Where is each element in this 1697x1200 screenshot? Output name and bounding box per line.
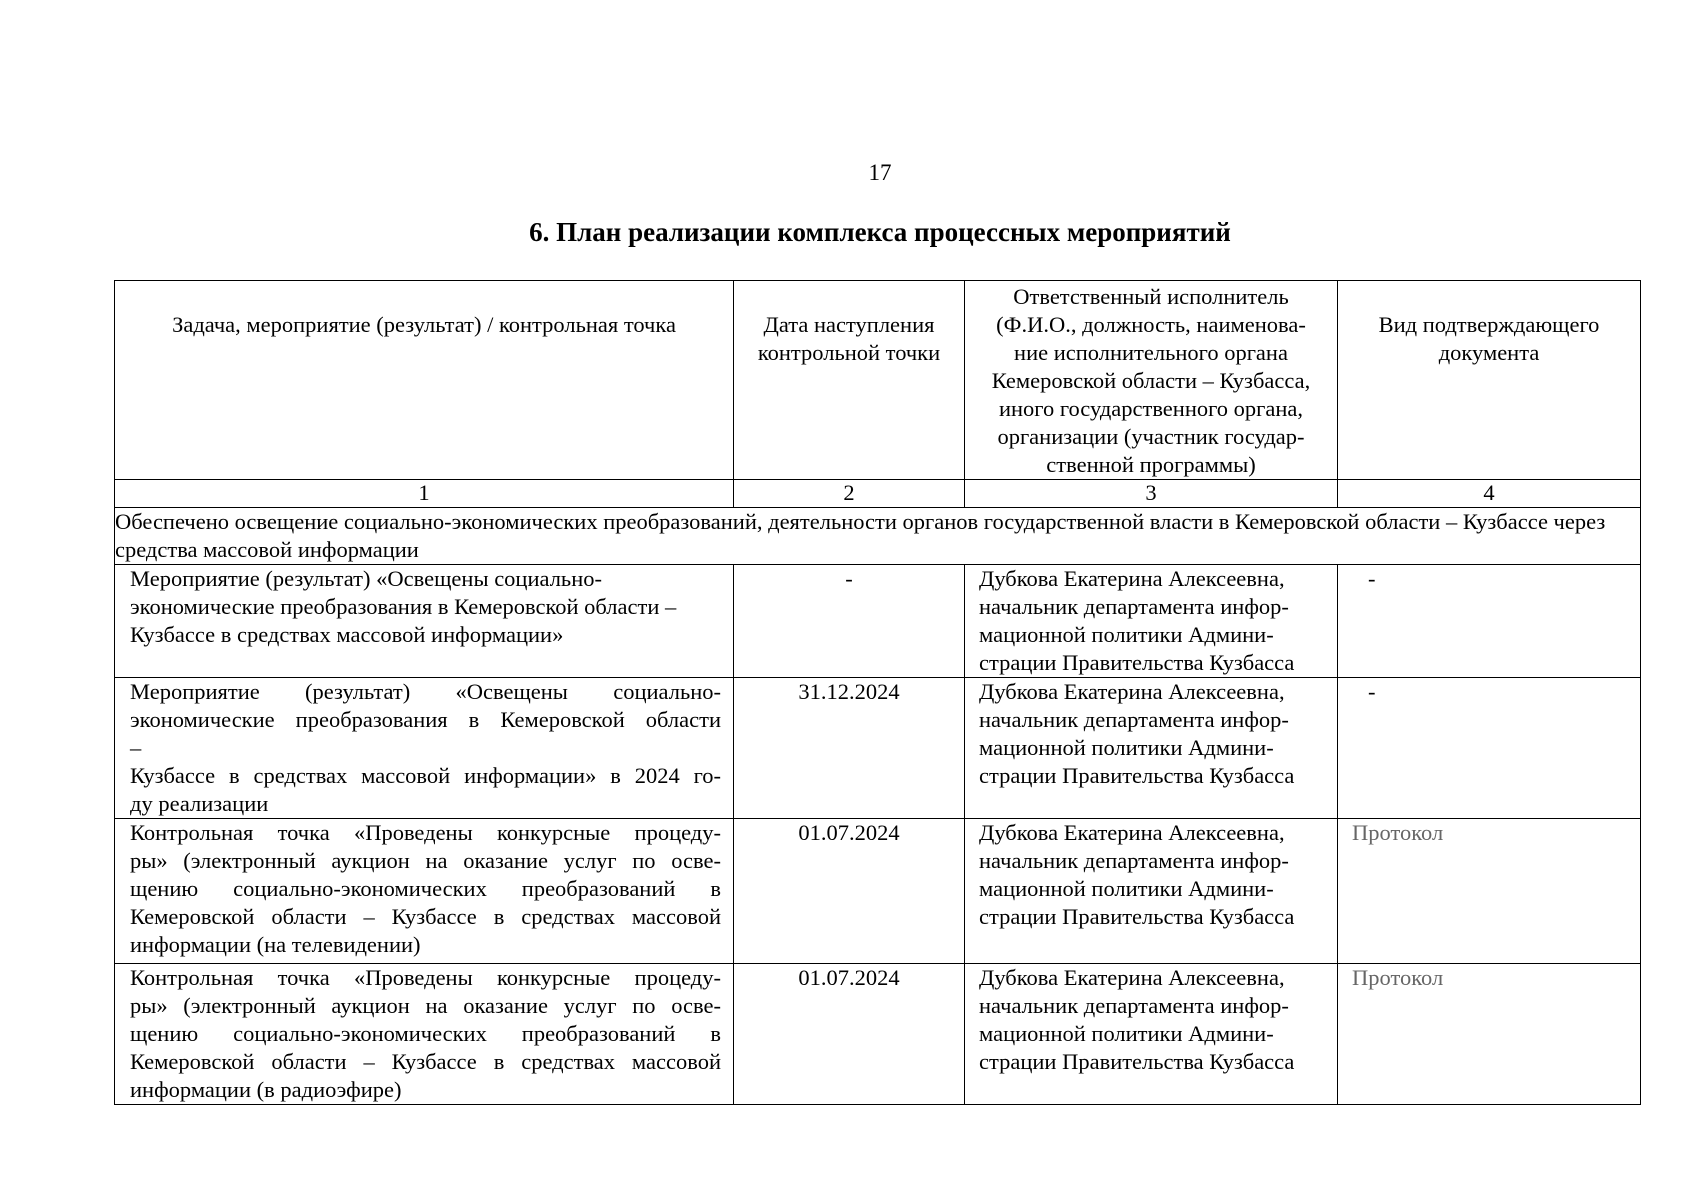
task-line: Кузбассе в средствах массовой информации» в 2024 го- <box>130 763 721 788</box>
responsible-line: страции Правительства Кузбасса <box>979 763 1295 788</box>
task-cell <box>115 819 734 964</box>
header-document-line: Вид подтверждающего <box>1378 312 1600 337</box>
document-cell: - <box>1338 565 1641 678</box>
task-line: Кемеровской области – Кузбассе в средствах массовой <box>130 904 721 929</box>
section-row <box>115 508 1641 565</box>
responsible-cell <box>965 565 1338 678</box>
header-date <box>734 281 965 480</box>
responsible-line: мационной политики Админи- <box>979 1021 1274 1046</box>
responsible-line: Дубкова Екатерина Алексеевна, <box>979 965 1285 990</box>
header-responsible-line: ние исполнительного органа <box>1014 340 1288 365</box>
table-row <box>115 565 1641 678</box>
responsible-line: начальник департамента инфор- <box>979 993 1289 1018</box>
task-line: Контрольная точка «Проведены конкурсные процеду- <box>130 820 721 845</box>
header-responsible-line: иного государственного органа, <box>998 396 1304 421</box>
document-cell: Протокол <box>1338 964 1641 1105</box>
table-row <box>115 819 1641 964</box>
task-line: щению социально-экономических преобразований в <box>130 876 721 901</box>
responsible-line: страции Правительства Кузбасса <box>979 904 1295 929</box>
responsible-line: начальник департамента инфор- <box>979 707 1289 732</box>
column-number: 4 <box>1338 480 1641 508</box>
responsible-line: мационной политики Админи- <box>979 876 1274 901</box>
header-date-line: Дата наступления <box>763 312 935 337</box>
task-line: информации (на телевидении) <box>130 932 421 957</box>
task-line: экономические преобразования в Кемеровской области <box>130 707 721 732</box>
header-date-line: контрольной точки <box>757 340 941 365</box>
task-line: – <box>130 735 142 760</box>
column-number: 3 <box>965 480 1338 508</box>
header-responsible-line: Ответственный исполнитель <box>1013 284 1289 309</box>
header-document <box>1338 281 1641 480</box>
document-cell: - <box>1338 678 1641 819</box>
task-line: Мероприятие (результат) «Освещены социально- <box>130 679 721 704</box>
table-header-row <box>115 281 1641 480</box>
task-line: ду реализации <box>130 791 269 816</box>
task-line: Кузбассе в средствах массовой информации» <box>130 622 564 647</box>
responsible-line: мационной политики Админи- <box>979 622 1274 647</box>
table-row <box>115 678 1641 819</box>
responsible-line: страции Правительства Кузбасса <box>979 1049 1295 1074</box>
responsible-line: Дубкова Екатерина Алексеевна, <box>979 566 1285 591</box>
responsible-line: Дубкова Екатерина Алексеевна, <box>979 679 1285 704</box>
task-line: информации (в радиоэфире) <box>130 1077 402 1102</box>
header-task: Задача, мероприятие (результат) / контрольная точка <box>115 281 734 480</box>
task-line: ры» (электронный аукцион на оказание услуг по осве- <box>130 993 721 1018</box>
task-line: Мероприятие (результат) «Освещены социально- <box>130 566 602 591</box>
header-responsible-line: организации (участник государ- <box>997 424 1305 449</box>
task-line: Кемеровской области – Кузбассе в средствах массовой <box>130 1049 721 1074</box>
task-line: Контрольная точка «Проведены конкурсные процеду- <box>130 965 721 990</box>
task-cell <box>115 678 734 819</box>
responsible-line: Дубкова Екатерина Алексеевна, <box>979 820 1285 845</box>
task-cell <box>115 565 734 678</box>
header-document-line: документа <box>1438 340 1540 365</box>
section-title: 6. План реализации комплекса процессных мероприятий <box>529 217 1231 247</box>
header-responsible-line: ственной программы) <box>1046 452 1256 477</box>
responsible-cell <box>965 819 1338 964</box>
responsible-cell <box>965 678 1338 819</box>
responsible-line: начальник департамента инфор- <box>979 848 1289 873</box>
plan-table <box>114 280 1641 1105</box>
section-task-text: Обеспечено освещение социально-экономических преобразований, деятельности органов государственной власти в Кемеровской области – Кузбассе через средства массовой информации <box>115 508 1641 565</box>
task-line: экономические преобразования в Кемеровской области – <box>130 594 677 619</box>
page-number: 17 <box>868 160 892 185</box>
responsible-line: начальник департамента инфор- <box>979 594 1289 619</box>
header-responsible-line: Кемеровской области – Кузбасса, <box>991 368 1311 393</box>
responsible-line: страции Правительства Кузбасса <box>979 650 1295 675</box>
task-line: ры» (электронный аукцион на оказание услуг по осве- <box>130 848 721 873</box>
date-cell: - <box>734 565 965 678</box>
task-cell <box>115 964 734 1105</box>
column-number: 2 <box>734 480 965 508</box>
table-row <box>115 964 1641 1105</box>
date-cell: 01.07.2024 <box>734 964 965 1105</box>
date-cell: 01.07.2024 <box>734 819 965 964</box>
task-line: щению социально-экономических преобразований в <box>130 1021 721 1046</box>
header-responsible-line: (Ф.И.О., должность, наименова- <box>996 312 1306 337</box>
header-responsible <box>965 281 1338 480</box>
date-cell: 31.12.2024 <box>734 678 965 819</box>
document-cell: Протокол <box>1338 819 1641 964</box>
responsible-cell <box>965 964 1338 1105</box>
column-number: 1 <box>115 480 734 508</box>
responsible-line: мационной политики Админи- <box>979 735 1274 760</box>
column-number-row <box>115 480 1641 508</box>
